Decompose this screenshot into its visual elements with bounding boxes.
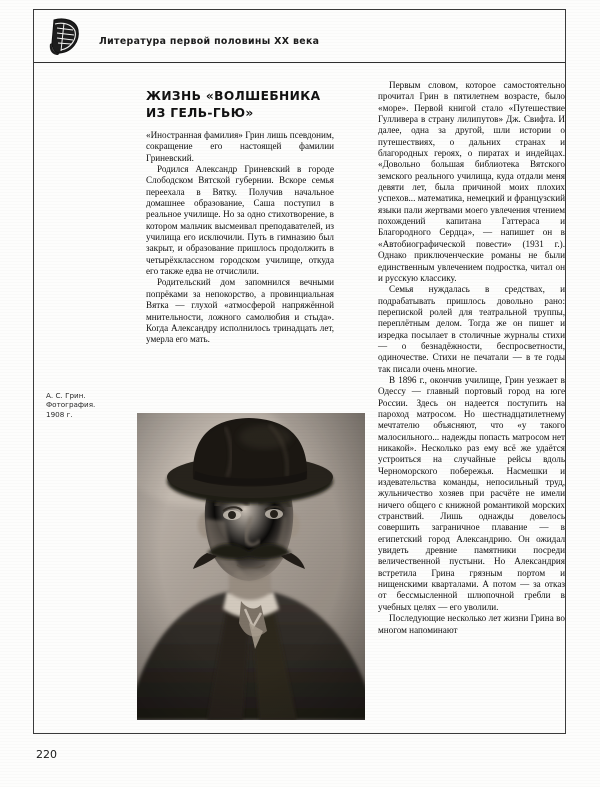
- leaf-book-icon: [48, 16, 82, 56]
- running-head: [34, 10, 565, 72]
- paragraph: Первым словом, которое самостоятельно прочитал Грин в пятилетнем возрасте, было «море». Первой книгой стало «Путешествие Гулливера в страну лилипутов» Дж. Свифта. И далее, одна за другой, шли истории о путешествиях, о дальних странах и благородных героях, о пиратах и индейцах. «Довольно большая библиотека Вятского земского реального училища, куда отдали меня девяти лет, была причиной моих плохих успехов... математика, немецкий и французский языки пали жертвами моего увлечения чтением похождений капитана Гаттераса и Благородного Сердца», — напишет он в «Автобиографической повести» (1931 г.). Однако приключенческие романы не были единственным увлечением подростка, читал он и русскую классику.: [378, 80, 565, 283]
- figure-caption-line-1: А. С. Грин.: [46, 391, 86, 400]
- left-column-body: [146, 130, 334, 346]
- article-title-line-1: ЖИЗНЬ «ВОЛШЕБНИКА: [146, 89, 321, 104]
- article-title-line-2: ИЗ ГЕЛЬ-ГЬЮ»: [146, 105, 254, 120]
- article-title: [146, 88, 346, 121]
- running-head-title: Литература первой половины XX века: [99, 36, 320, 47]
- author-photograph: [137, 413, 365, 720]
- page-number: 220: [36, 748, 57, 761]
- figure-caption: [46, 391, 126, 419]
- paragraph: Последующие несколько лет жизни Грина во многом напоминают: [378, 613, 565, 635]
- paragraph: «Иностранная фамилия» Грин лишь псевдоним, сокращение его настоящей фамилии Гриневский.: [146, 130, 334, 163]
- figure-caption-line-3: 1908 г.: [46, 409, 73, 419]
- right-column-body: [378, 80, 565, 636]
- header-divider: [34, 62, 565, 63]
- paragraph: Родительский дом запомнился вечными попрёками за непокорство, а провинциальная Вятка — глухой «атмосферой напряжённой мнительности, ложного самолюбия и стыда». Когда Александру исполнилось тринадцать лет, умерла его мать.: [146, 277, 334, 345]
- paragraph: В 1896 г., окончив училище, Грин уезжает в Одессу — главный портовый город на юге России. Здесь он надеется поступить на пароход матросом. Но шестнадцатилетнему мечтателю объясняют, что «у такого малосильного... надежды попасть матросом нет никакой». Несколько раз ему всё же удаётся устроиться на случайные рейсы вдоль Черноморского побережья. Насмешки и издевательства команды, непосильный труд, жульничество хозяев при расчёте не имели ничего общего с книжной романтикой морских странствий. Лишь однажды довелось совершить заграничное плавание — в египетский город Александрию. Он ожидал увидеть древние памятники посреди величественной пустыни. Но Александрия встретила Грина грязным портом и нищенскими кварталами. А потом — за отказ от бессмысленной шлюпочной гребли в учебных целях — его уволили.: [378, 374, 565, 612]
- figure-caption-line-2: Фотография.: [46, 400, 96, 410]
- paragraph: Родился Александр Гриневский в городе Слободском Вятской губернии. Вскоре семья переехала в Вятку. Получив начальное домашнее образование, Саша поступил в реальное училище. Но за одно стихотворение, в котором мальчик высмеивал преподавателей, из училища его исключили. Путь в гимназию был закрыт, и образование пришлось продолжить в четырёхклассном городском училище, откуда его также едва не отчислили.: [146, 164, 334, 277]
- paragraph: Семья нуждалась в средствах, и подрабатывать пришлось довольно рано: перепиской ролей для театральной труппы, переплётным делом. Тогда же он пишет и изредка посылает в столичные журналы стихи — о безнадёжности, беспросветности, одиночестве. Стихи не печатали — в те годы так писали очень многие.: [378, 284, 565, 374]
